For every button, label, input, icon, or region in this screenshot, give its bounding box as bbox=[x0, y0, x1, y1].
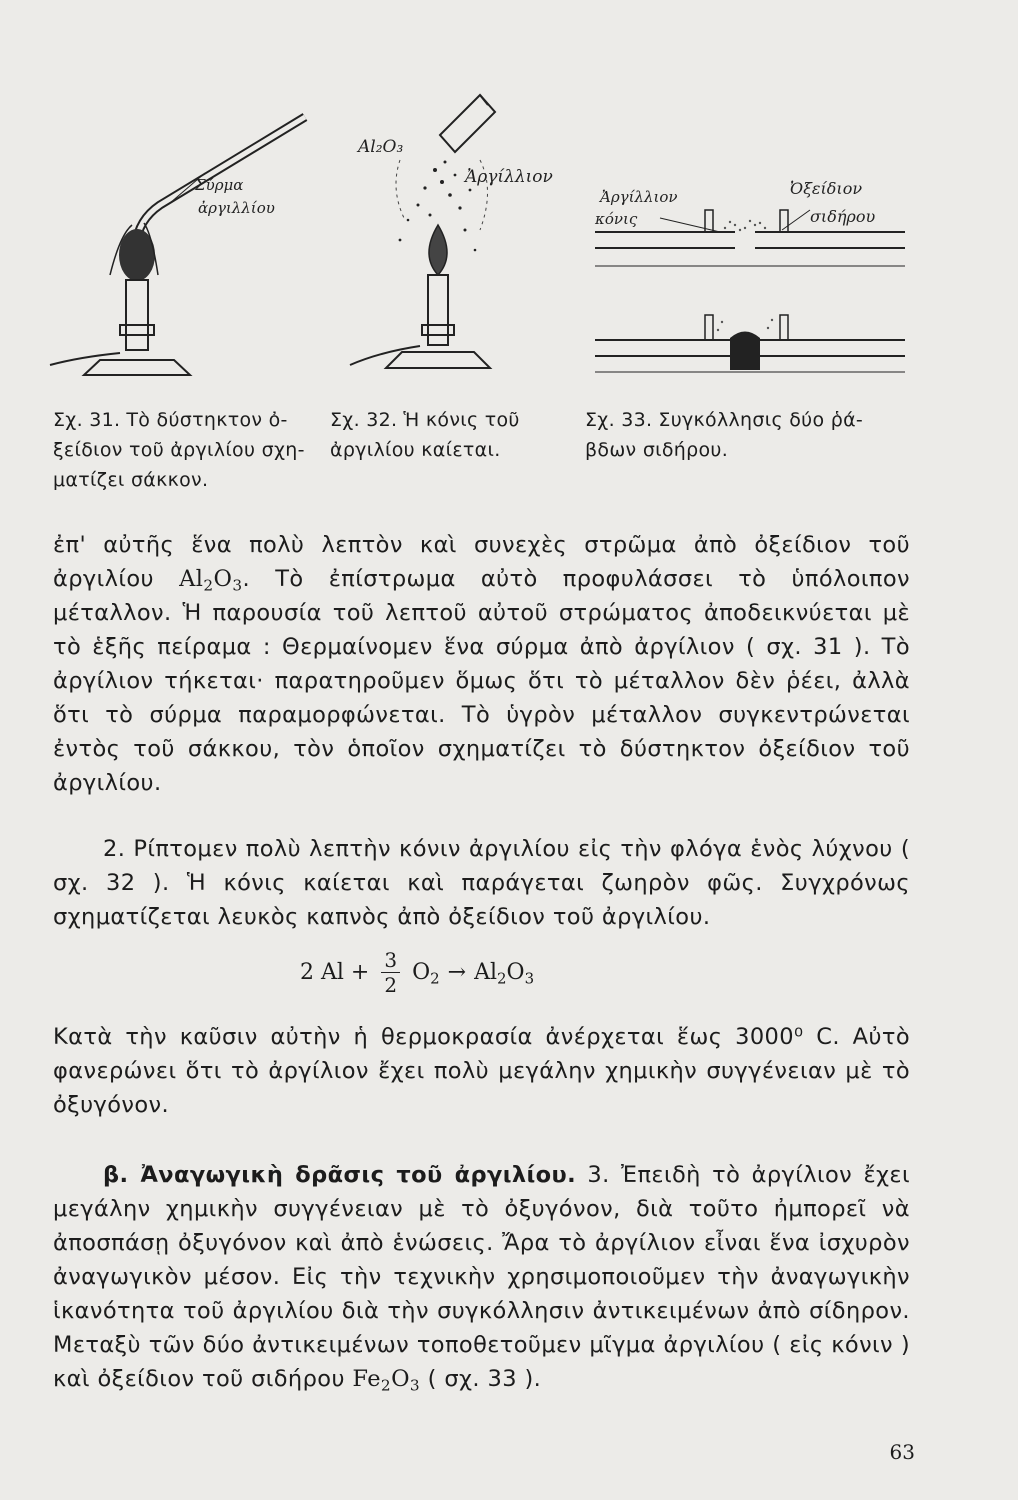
formula-fe2o3 bbox=[352, 1366, 421, 1395]
paragraph-1-part-1: ἐπ' αὐτῆς ἕνα πολὺ λεπτὸν καὶ συνεχὲς στρῶμα ἀπὸ ὀξείδιον τοῦ ἀργιλίου bbox=[53, 532, 910, 592]
equation-o: O bbox=[412, 960, 431, 985]
caption-fig-31-number: Σχ. 31. bbox=[53, 409, 121, 431]
formula-o-sub: 3 bbox=[232, 576, 243, 595]
label-iron-oxide: Ὀξείδιον bbox=[790, 179, 863, 198]
equation-o-sub: 2 bbox=[430, 969, 440, 988]
figure-31-illustration bbox=[40, 95, 320, 395]
caption-fig-33-line-2: βδων σιδήρου. bbox=[585, 439, 729, 461]
formula-al: Al bbox=[179, 566, 204, 592]
paragraph-1-part-2: . Τὸ ἐπίστρωμα αὐτὸ προφυλάσσει τὸ ὑπόλοιπον μέταλλον. Ἡ παρουσία τοῦ λεπτοῦ αὐτοῦ στρώματος ἀποδεικνύεται μὲ τὸ ἑξῆς πείραμα : Θερμαίνομεν ἕνα σύρμα ἀπὸ ἀργίλιον ( σχ. 31 ). Τὸ ἀργίλιον τήκεται· παρατηροῦμεν ὅμως ὅτι τὸ μέταλλον δὲν ῥέει, ἀλλὰ ὅτι τὸ σύρμα παραμορφώνεται. Τὸ ὑγρὸν μέταλλον συγκεντρώνεται ἐντὸς τοῦ σάκκου, τὸν ὁποῖον σχηματίζει τὸ δύστηκτον ὀξείδιον τοῦ ἀργιλίου. bbox=[53, 566, 910, 796]
caption-fig-31-line-3: ματίζει σάκκον. bbox=[53, 469, 209, 491]
caption-fig-33-number: Σχ. 33. bbox=[585, 409, 653, 431]
section-heading: β. Ἀναγωγικὴ δρᾶσις τοῦ ἀργιλίου. bbox=[103, 1162, 577, 1188]
label-aluminium-powder-top: Ἀργίλλιον bbox=[600, 188, 678, 206]
figure-33-illustration bbox=[590, 170, 910, 390]
equation bbox=[300, 950, 534, 995]
equation-al: Al bbox=[474, 960, 498, 985]
label-wire: Σύρμα bbox=[195, 176, 244, 194]
formula-fe-o: O bbox=[391, 1366, 410, 1392]
caption-fig-32-line-1: Ἡ κόνις τοῦ bbox=[403, 409, 520, 431]
formula-fe-o-sub: 3 bbox=[409, 1376, 421, 1395]
equation-al2o3 bbox=[474, 960, 535, 988]
equation-al-sub: 2 bbox=[497, 969, 507, 988]
equation-frac-den: 2 bbox=[384, 973, 398, 997]
caption-fig-31 bbox=[53, 405, 313, 495]
formula-al2o3 bbox=[179, 566, 243, 595]
equation-o2-sub: 3 bbox=[524, 969, 535, 988]
formula-fe: Fe bbox=[352, 1366, 381, 1392]
equation-o2-symbol: O bbox=[506, 960, 525, 985]
paragraph-3 bbox=[53, 1020, 910, 1122]
equation-arrow: → bbox=[447, 960, 467, 985]
paragraph-4-text bbox=[53, 1158, 910, 1396]
paragraph-4-body: 3. Ἐπειδὴ τὸ ἀργίλιον ἔχει μεγάλην χημικὴν συγγένειαν μὲ τὸ ὀξυγόνον, διὰ τοῦτο ἠμπορεῖ νὰ ἀποσπάσῃ ὀξυγόνον καὶ ἀπὸ ἑνώσεις. Ἄρα τὸ ἀργίλιον εἶναι ἕνα ἰσχυρὸν ἀναγωγικὸν μέσον. Εἰς τὴν τεχνικὴν χρησιμοποιοῦμεν τὴν ἀναγωγικὴν ἱκανότητα τοῦ ἀργιλίου διὰ τὴν συγκόλλησιν ἀντικειμένων ἀπὸ σίδηρον. Μεταξὺ τῶν δύο ἀντικειμένων τοποθετοῦμεν μῖγμα ἀργιλίου ( εἰς κόνιν ) καὶ ὀξείδιον τοῦ σιδήρου bbox=[53, 1162, 910, 1392]
paragraph-4-end: ( σχ. 33 ). bbox=[420, 1366, 542, 1392]
page-number: 63 bbox=[889, 1440, 915, 1464]
equation-frac-num: 3 bbox=[381, 950, 400, 973]
caption-fig-33-line-1: Συγκόλλησις δύο ῥά- bbox=[658, 409, 864, 431]
label-iron: σιδήρου bbox=[810, 207, 876, 226]
caption-fig-32-line-2: ἀργιλίου καίεται. bbox=[330, 439, 501, 461]
label-al2o3: Al₂O₃ bbox=[358, 137, 404, 157]
caption-fig-31-line-2: ξείδιον τοῦ ἀργιλίου σχη- bbox=[53, 439, 305, 461]
paragraph-1-text bbox=[53, 528, 910, 800]
caption-fig-31-line-1: Τὸ δύστηκτον ὀ- bbox=[126, 409, 288, 431]
caption-fig-33 bbox=[585, 405, 905, 465]
caption-fig-32-number: Σχ. 32. bbox=[330, 409, 398, 431]
equation-fraction bbox=[381, 950, 400, 995]
label-aluminium: ἀργιλλίου bbox=[198, 199, 275, 217]
formula-al-sub: 2 bbox=[203, 576, 214, 595]
formula-o: O bbox=[213, 566, 233, 592]
equation-o2 bbox=[412, 960, 440, 988]
paragraph-2-text: 2. Ρίπτομεν πολὺ λεπτὴν κόνιν ἀργιλίου εἰς τὴν φλόγα ἑνὸς λύχνου ( σχ. 32 ). Ἡ κόνις καίεται καὶ παράγεται ζωηρὸν φῶς. Συγχρόνως σχηματίζεται λευκὸς καπνὸς ἀπὸ ὀξείδιον τοῦ ἀργιλίου. bbox=[53, 836, 910, 930]
figure-32-illustration bbox=[330, 90, 560, 390]
label-powder: κόνις bbox=[595, 210, 638, 228]
equation-lhs: 2 Al + bbox=[300, 960, 370, 985]
formula-fe-sub: 2 bbox=[380, 1376, 392, 1395]
paragraph-4 bbox=[53, 1158, 910, 1396]
paragraph-2 bbox=[53, 832, 910, 934]
paragraph-3-text: Κατὰ τὴν καῦσιν αὐτὴν ἡ θερμοκρασία ἀνέρχεται ἕως 3000⁰ C. Αὐτὸ φανερώνει ὅτι τὸ ἀργίλιον ἔχει πολὺ μεγάλην χημικὴν συγγένειαν μὲ τὸ ὀξυγόνον. bbox=[53, 1024, 910, 1118]
label-aluminium-powder: Ἀργίλλιον bbox=[465, 167, 553, 187]
paragraph-1 bbox=[53, 528, 910, 800]
caption-fig-32 bbox=[330, 405, 570, 465]
